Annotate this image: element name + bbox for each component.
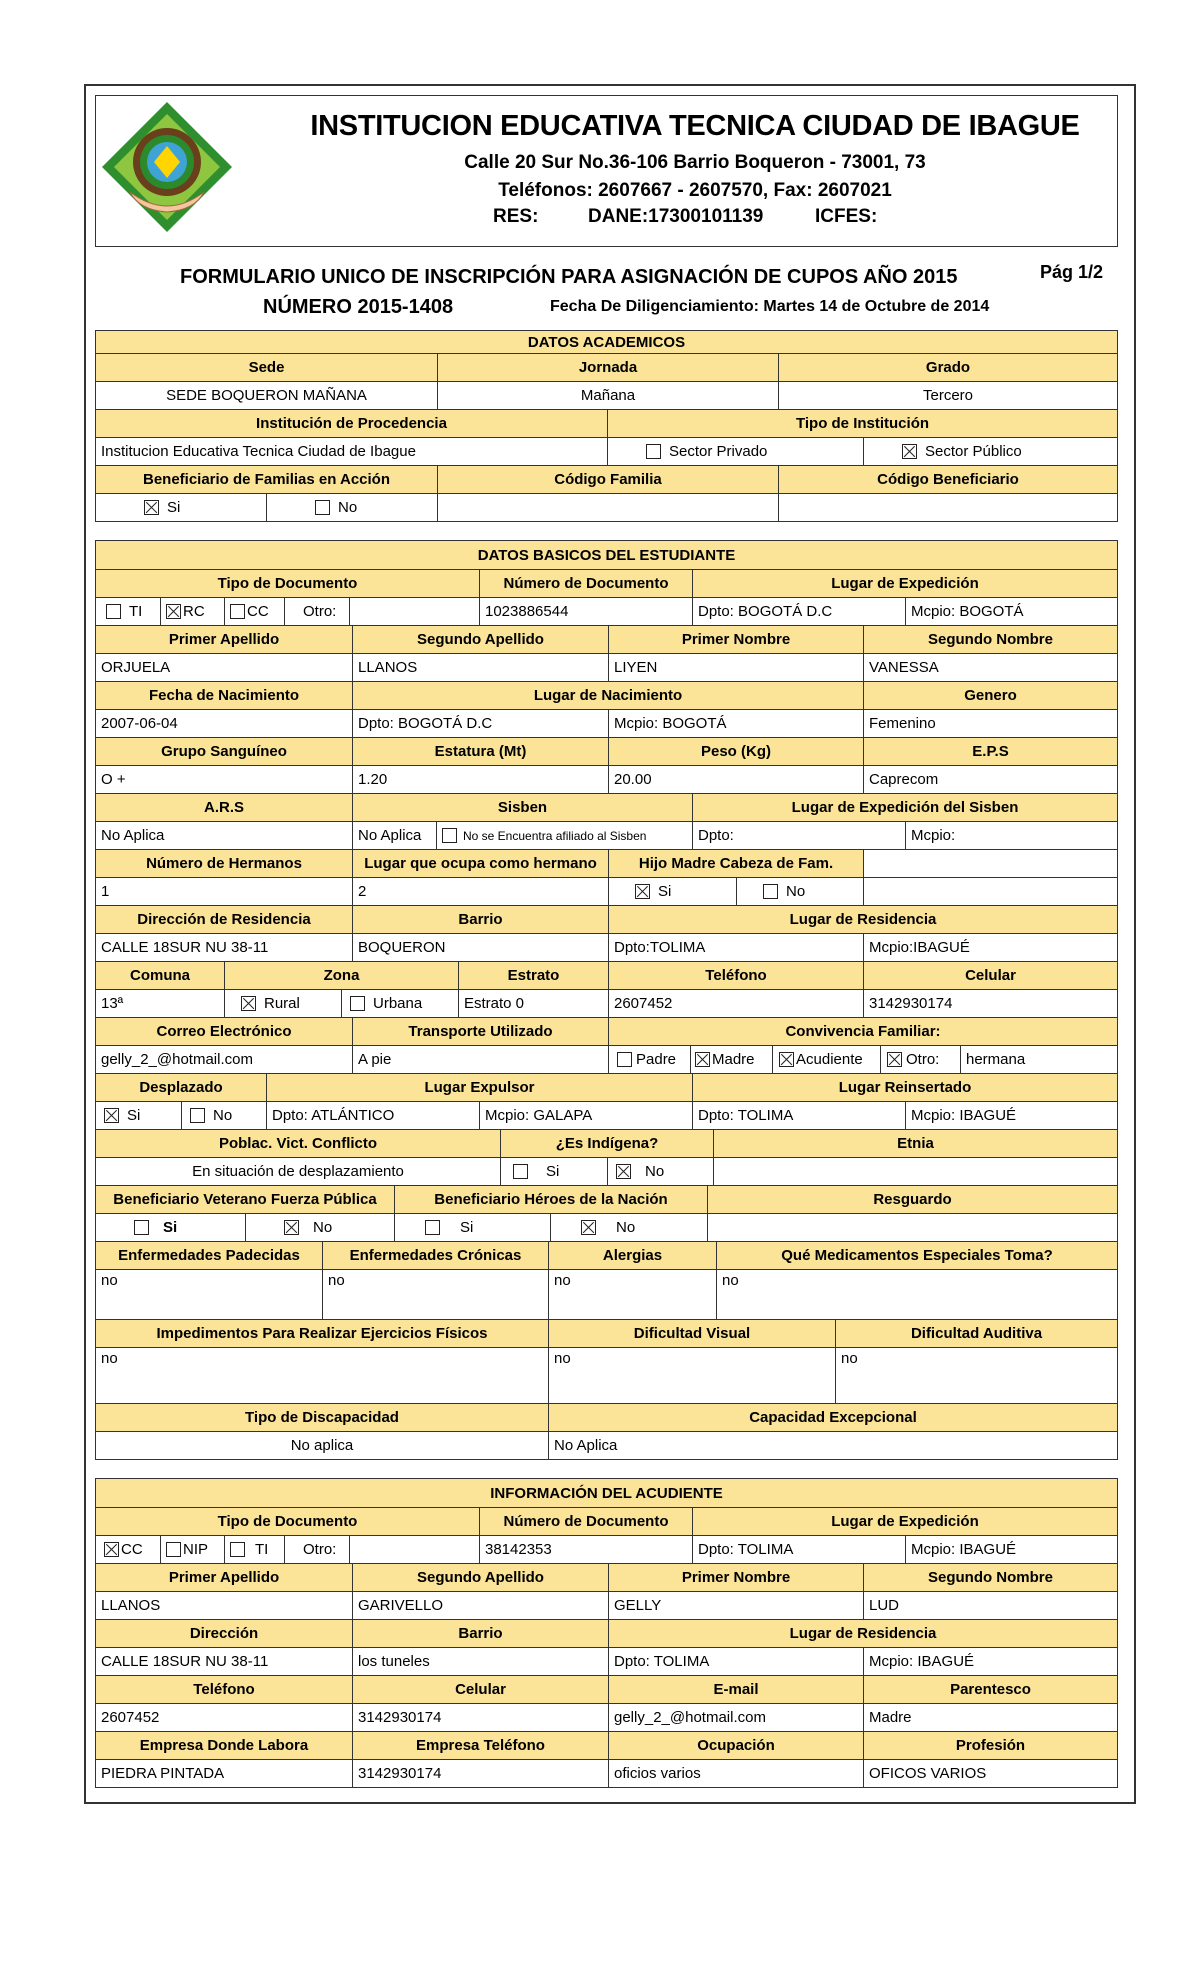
discapacidad-value: No aplica: [290, 1437, 354, 1454]
lugar-expedicion-label: Lugar de Expedición: [692, 570, 1117, 597]
madre-label: Madre: [712, 1051, 755, 1068]
primer-apellido-label: Primer Apellido: [96, 1564, 352, 1591]
checkbox-ti[interactable]: [106, 604, 121, 619]
empty-cell: [863, 850, 1117, 877]
checkbox-rural[interactable]: [241, 996, 256, 1011]
si-label: Si: [658, 883, 672, 900]
student-section: [95, 540, 1118, 1460]
tipo-documento-label: Tipo de Documento: [96, 1508, 479, 1535]
jornada-value: Mañana: [437, 382, 778, 409]
no-label: No: [313, 1219, 333, 1236]
checkbox-familias-si[interactable]: [144, 500, 159, 515]
checkbox-madre[interactable]: [695, 1052, 710, 1067]
capacidad-excepcional-value: No Aplica: [548, 1432, 1117, 1459]
tipo-institucion-label: Tipo de Institución: [607, 410, 1117, 437]
institution-title: INSTITUCION EDUCATIVA TECNICA CIUDAD DE IBAGUE: [310, 110, 1080, 142]
reinsertado-label: Lugar Reinsertado: [692, 1074, 1117, 1101]
expedicion-dpto: Dpto: BOGOTÁ D.C: [692, 598, 905, 625]
privado-label: Sector Privado: [669, 443, 768, 460]
hermanos-value: 1: [101, 883, 110, 900]
empresa-value: PIEDRA PINTADA: [101, 1765, 225, 1782]
residencia-mcpio: Mcpio:IBAGUÉ: [863, 934, 1117, 961]
direccion-value: CALLE 18SUR NU 38-11: [101, 1653, 269, 1670]
direccion-value: CALLE 18SUR NU 38-11: [101, 939, 269, 956]
checkbox-padre[interactable]: [617, 1052, 632, 1067]
otro-label: Otro:: [906, 1051, 940, 1068]
nacimiento-dpto: Dpto: BOGOTÁ D.C: [352, 710, 608, 737]
expedicion-mcpio: Mcpio: IBAGUÉ: [905, 1536, 1117, 1563]
empresa-telefono-label: Empresa Teléfono: [352, 1732, 608, 1759]
primer-apellido-value: ORJUELA: [101, 659, 171, 676]
correo-label: Correo Electrónico: [96, 1018, 352, 1045]
email-label: E-mail: [608, 1676, 863, 1703]
segundo-apellido-value: GARIVELLO: [352, 1592, 608, 1619]
estrato-value: Estrato 0: [458, 990, 608, 1017]
residencia-mcpio: Mcpio: IBAGUÉ: [863, 1648, 1117, 1675]
enfermedades-cronicas-value: no: [322, 1270, 548, 1319]
zona-label: Zona: [224, 962, 458, 989]
academic-section: [95, 330, 1118, 522]
poblacion-victima-value: En situación de desplazamiento: [192, 1163, 404, 1180]
codigo-familia-value: [437, 494, 778, 521]
checkbox-cc[interactable]: [104, 1542, 119, 1557]
convivencia-otro-value: hermana: [960, 1046, 1117, 1073]
nacimiento-mcpio: Mcpio: BOGOTÁ: [608, 710, 863, 737]
checkbox-indigena-no[interactable]: [616, 1164, 631, 1179]
ars-label: A.R.S: [96, 794, 352, 821]
publico-label: Sector Público: [925, 443, 1022, 460]
segundo-apellido-label: Segundo Apellido: [352, 1564, 608, 1591]
fecha-nacimiento-value: 2007-06-04: [101, 715, 178, 732]
segundo-nombre-value: VANESSA: [863, 654, 1117, 681]
empty-cell: [863, 878, 1117, 905]
checkbox-familias-no[interactable]: [315, 500, 330, 515]
enfermedades-padecidas-label: Enfermedades Padecidas: [96, 1242, 322, 1269]
lugar-nacimiento-label: Lugar de Nacimiento: [352, 682, 863, 709]
codigo-familia-label: Código Familia: [437, 466, 778, 493]
parentesco-value: Madre: [863, 1704, 1117, 1731]
checkbox-heroes-no[interactable]: [581, 1220, 596, 1235]
si-label: Si: [127, 1107, 141, 1124]
lugar-residencia-label: Lugar de Residencia: [608, 906, 1117, 933]
telefono-label: Teléfono: [96, 1676, 352, 1703]
res-label: RES:: [493, 206, 539, 227]
medicamentos-label: Qué Medicamentos Especiales Toma?: [716, 1242, 1117, 1269]
primer-nombre-label: Primer Nombre: [608, 626, 863, 653]
medicamentos-value: no: [716, 1270, 1117, 1319]
veterano-label: Beneficiario Veterano Fuerza Pública: [96, 1186, 394, 1213]
telefono-value: 2607452: [608, 990, 863, 1017]
urbana-label: Urbana: [373, 995, 423, 1012]
no-label: No: [616, 1219, 636, 1236]
telefono-label: Teléfono: [608, 962, 863, 989]
rural-label: Rural: [264, 995, 300, 1012]
comuna-value: 13ª: [101, 995, 124, 1012]
ocupacion-value: oficios varios: [608, 1760, 863, 1787]
celular-value: 3142930174: [863, 990, 1117, 1017]
resguardo-value: [707, 1214, 1117, 1241]
barrio-value: los tuneles: [352, 1648, 608, 1675]
nip-label: NIP: [183, 1541, 209, 1558]
institution-phones: Teléfonos: 2607667 - 2607570, Fax: 2607021: [498, 180, 892, 201]
si-label: Si: [546, 1163, 560, 1180]
grupo-sanguineo-value: O +: [101, 771, 126, 788]
guardian-section: [95, 1478, 1118, 1788]
genero-label: Genero: [863, 682, 1117, 709]
familias-label: Beneficiario de Familias en Acción: [96, 466, 437, 493]
barrio-value: BOQUERON: [352, 934, 608, 961]
icfes-label: ICFES:: [815, 206, 878, 227]
peso-value: 20.00: [608, 766, 863, 793]
sisben-mcpio: Mcpio:: [905, 822, 1117, 849]
otro-label: Otro:: [284, 598, 349, 625]
dificultad-visual-label: Dificultad Visual: [548, 1320, 835, 1347]
otro-value: [349, 598, 479, 625]
cc-label: CC: [121, 1541, 143, 1558]
sede-label: Sede: [96, 354, 437, 381]
jornada-label: Jornada: [437, 354, 778, 381]
impedimentos-value: no: [101, 1350, 118, 1367]
si-label: Si: [167, 499, 181, 516]
segundo-nombre-value: LUD: [863, 1592, 1117, 1619]
telefono-value: 2607452: [101, 1709, 160, 1726]
comuna-label: Comuna: [96, 962, 224, 989]
numero-documento-value: 1023886544: [479, 598, 692, 625]
checkbox-acudiente[interactable]: [779, 1052, 794, 1067]
numero-documento-label: Número de Documento: [479, 1508, 692, 1535]
form-title: FORMULARIO UNICO DE INSCRIPCIÓN PARA ASIGNACIÓN DE CUPOS AÑO 2015: [180, 266, 958, 288]
segundo-apellido-value: LLANOS: [352, 654, 608, 681]
no-label: No: [338, 499, 358, 516]
etnia-value: [713, 1158, 1117, 1185]
genero-value: Femenino: [863, 710, 1117, 737]
ocupacion-label: Ocupación: [608, 1732, 863, 1759]
numero-documento-value: 38142353: [479, 1536, 692, 1563]
ti-label: TI: [255, 1541, 269, 1558]
segundo-nombre-label: Segundo Nombre: [863, 626, 1117, 653]
padre-label: Padre: [636, 1051, 677, 1068]
si-label: Si: [163, 1219, 178, 1236]
barrio-label: Barrio: [352, 906, 608, 933]
school-logo-icon: [100, 100, 234, 234]
peso-label: Peso (Kg): [608, 738, 863, 765]
primer-nombre-value: GELLY: [608, 1592, 863, 1619]
checkbox-otro[interactable]: [887, 1052, 902, 1067]
section-title: INFORMACIÓN DEL ACUDIENTE: [96, 1479, 1117, 1507]
checkbox-nip[interactable]: [166, 1542, 181, 1557]
checkbox-cc[interactable]: [230, 604, 245, 619]
dane-code: DANE:17300101139: [588, 206, 764, 227]
sisben-value: No Aplica: [352, 822, 436, 849]
checkbox-veterano-si[interactable]: [134, 1220, 149, 1235]
hermanos-label: Número de Hermanos: [96, 850, 352, 877]
empresa-telefono-value: 3142930174: [352, 1760, 608, 1787]
fill-date: Fecha De Diligenciamiento: Martes 14 de Octubre de 2014: [550, 298, 990, 315]
checkbox-privado[interactable]: [646, 444, 661, 459]
procedencia-value: Institucion Educativa Tecnica Ciudad de Ibague: [101, 443, 416, 460]
enfermedades-padecidas-value: no: [101, 1272, 118, 1289]
etnia-label: Etnia: [713, 1130, 1117, 1157]
otro-value: [349, 1536, 479, 1563]
section-title: DATOS BASICOS DEL ESTUDIANTE: [96, 541, 1117, 569]
alergias-label: Alergias: [548, 1242, 716, 1269]
codigo-beneficiario-label: Código Beneficiario: [778, 466, 1117, 493]
checkbox-ti[interactable]: [230, 1542, 245, 1557]
estatura-label: Estatura (Mt): [352, 738, 608, 765]
no-label: No: [213, 1107, 233, 1124]
expulsor-dpto: Dpto: ATLÁNTICO: [266, 1102, 479, 1129]
transporte-label: Transporte Utilizado: [352, 1018, 608, 1045]
sisben-dpto: Dpto:: [692, 822, 905, 849]
si-label: Si: [460, 1219, 474, 1236]
dificultad-visual-value: no: [548, 1348, 835, 1403]
reinsertado-dpto: Dpto: TOLIMA: [692, 1102, 905, 1129]
no-label: No: [786, 883, 806, 900]
correo-value: gelly_2_@hotmail.com: [101, 1051, 253, 1068]
celular-label: Celular: [352, 1676, 608, 1703]
segundo-apellido-label: Segundo Apellido: [352, 626, 608, 653]
celular-value: 3142930174: [352, 1704, 608, 1731]
checkbox-madre-no[interactable]: [763, 884, 778, 899]
capacidad-excepcional-label: Capacidad Excepcional: [548, 1404, 1117, 1431]
primer-nombre-value: LIYEN: [608, 654, 863, 681]
checkbox-no-afiliado[interactable]: [442, 828, 457, 843]
sede-value: SEDE BOQUERON MAÑANA: [166, 387, 367, 404]
section-title: DATOS ACADEMICOS: [96, 331, 1117, 353]
cc-label: CC: [247, 603, 269, 620]
ars-value: No Aplica: [101, 827, 165, 844]
acudiente-label: Acudiente: [796, 1051, 863, 1068]
sisben-label: Sisben: [352, 794, 692, 821]
page-number: Pág 1/2: [1040, 262, 1104, 282]
ti-label: TI: [129, 603, 143, 620]
profesion-value: OFICOS VARIOS: [863, 1760, 1117, 1787]
tipo-documento-label: Tipo de Documento: [96, 570, 479, 597]
checkbox-publico[interactable]: [902, 444, 917, 459]
codigo-beneficiario-value: [778, 494, 1117, 521]
procedencia-label: Institución de Procedencia: [96, 410, 607, 437]
profesion-label: Profesión: [863, 1732, 1117, 1759]
checkbox-urbana[interactable]: [350, 996, 365, 1011]
eps-value: Caprecom: [863, 766, 1117, 793]
expedicion-sisben-label: Lugar de Expedición del Sisben: [692, 794, 1117, 821]
primer-apellido-label: Primer Apellido: [96, 626, 352, 653]
hijo-madre-label: Hijo Madre Cabeza de Fam.: [608, 850, 863, 877]
barrio-label: Barrio: [352, 1620, 608, 1647]
lugar-hermano-value: 2: [352, 878, 608, 905]
grado-value: Tercero: [778, 382, 1117, 409]
otro-label: Otro:: [284, 1536, 349, 1563]
expedicion-dpto: Dpto: TOLIMA: [692, 1536, 905, 1563]
enfermedades-cronicas-label: Enfermedades Crónicas: [322, 1242, 548, 1269]
segundo-nombre-label: Segundo Nombre: [863, 1564, 1117, 1591]
institution-address: Calle 20 Sur No.36-106 Barrio Boqueron - 73001, 73: [464, 152, 926, 173]
transporte-value: A pie: [352, 1046, 608, 1073]
estatura-value: 1.20: [352, 766, 608, 793]
indigena-label: ¿Es Indígena?: [500, 1130, 713, 1157]
no-label: No: [645, 1163, 665, 1180]
discapacidad-label: Tipo de Discapacidad: [96, 1404, 548, 1431]
convivencia-label: Convivencia Familiar:: [608, 1018, 1117, 1045]
checkbox-indigena-si[interactable]: [513, 1164, 528, 1179]
direccion-label: Dirección de Residencia: [96, 906, 352, 933]
heroes-label: Beneficiario Héroes de la Nación: [394, 1186, 707, 1213]
estrato-label: Estrato: [458, 962, 608, 989]
resguardo-label: Resguardo: [707, 1186, 1117, 1213]
numero-documento-label: Número de Documento: [479, 570, 692, 597]
fecha-nacimiento-label: Fecha de Nacimiento: [96, 682, 352, 709]
primer-apellido-value: LLANOS: [101, 1597, 161, 1614]
parentesco-label: Parentesco: [863, 1676, 1117, 1703]
lugar-residencia-label: Lugar de Residencia: [608, 1620, 1117, 1647]
poblacion-victima-label: Poblac. Vict. Conflicto: [96, 1130, 500, 1157]
checkbox-rc[interactable]: [166, 604, 181, 619]
grupo-sanguineo-label: Grupo Sanguíneo: [96, 738, 352, 765]
checkbox-madre-si[interactable]: [635, 884, 650, 899]
direccion-label: Dirección: [96, 1620, 352, 1647]
alergias-value: no: [548, 1270, 716, 1319]
reinsertado-mcpio: Mcpio: IBAGUÉ: [905, 1102, 1117, 1129]
desplazado-label: Desplazado: [96, 1074, 266, 1101]
residencia-dpto: Dpto: TOLIMA: [608, 1648, 863, 1675]
expedicion-mcpio: Mcpio: BOGOTÁ: [905, 598, 1117, 625]
eps-label: E.P.S: [863, 738, 1117, 765]
dificultad-auditiva-label: Dificultad Auditiva: [835, 1320, 1117, 1347]
checkbox-heroes-si[interactable]: [425, 1220, 440, 1235]
email-value: gelly_2_@hotmail.com: [608, 1704, 863, 1731]
form-number: NÚMERO 2015-1408: [263, 296, 454, 318]
impedimentos-label: Impedimentos Para Realizar Ejercicios Físicos: [96, 1320, 548, 1347]
empresa-label: Empresa Donde Labora: [96, 1732, 352, 1759]
primer-nombre-label: Primer Nombre: [608, 1564, 863, 1591]
lugar-expedicion-label: Lugar de Expedición: [692, 1508, 1117, 1535]
checkbox-desplazado-no[interactable]: [190, 1108, 205, 1123]
rc-label: RC: [183, 603, 205, 620]
residencia-dpto: Dpto:TOLIMA: [608, 934, 863, 961]
grado-label: Grado: [778, 354, 1117, 381]
celular-label: Celular: [863, 962, 1117, 989]
expulsor-mcpio: Mcpio: GALAPA: [479, 1102, 692, 1129]
dificultad-auditiva-value: no: [835, 1348, 1117, 1403]
checkbox-desplazado-si[interactable]: [104, 1108, 119, 1123]
lugar-hermano-label: Lugar que ocupa como hermano: [352, 850, 608, 877]
checkbox-veterano-no[interactable]: [284, 1220, 299, 1235]
no-afiliado-label: No se Encuentra afiliado al Sisben: [463, 828, 647, 843]
expulsor-label: Lugar Expulsor: [266, 1074, 692, 1101]
